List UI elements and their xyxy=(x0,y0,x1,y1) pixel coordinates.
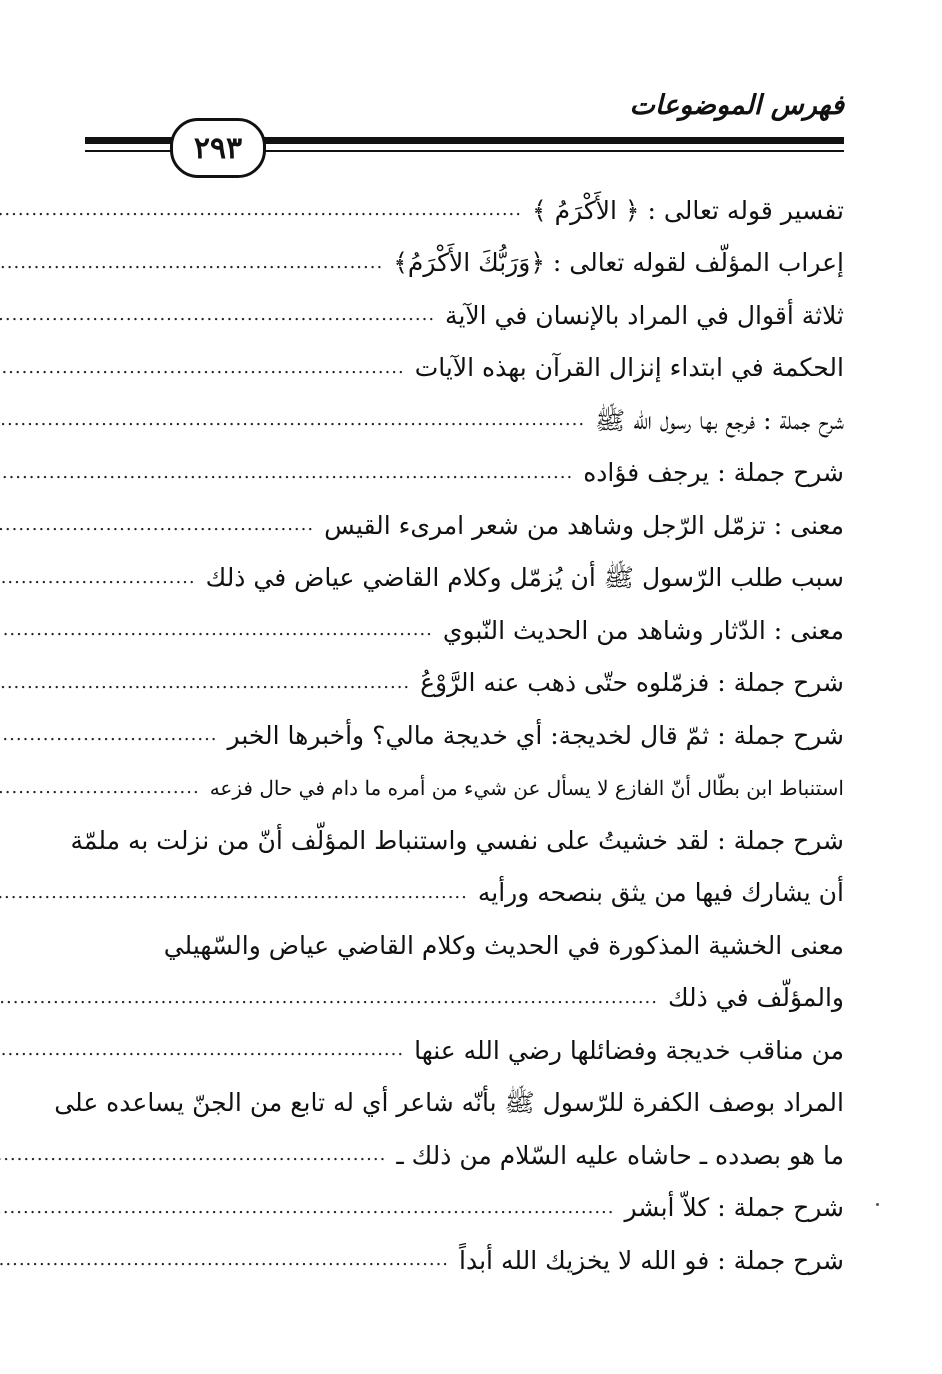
toc-leader-dots xyxy=(0,674,410,692)
toc-leader-dots xyxy=(0,1041,404,1059)
toc-leader-dots xyxy=(0,359,405,377)
toc-entry-title: معنى : الدّثار وشاهد من الحديث النّبوي xyxy=(442,615,844,645)
toc-entry xyxy=(92,342,844,395)
toc-entry-continued xyxy=(54,1077,844,1130)
page-number: ٢٩٣ xyxy=(193,130,243,166)
toc-entry-title: شرح جملة : كلاّ أبشر xyxy=(624,1193,844,1223)
toc-entry-title: شرح جملة : فزمّلوه حتّى ذهب عنه الرَّوْعُ xyxy=(420,668,844,698)
toc-entry xyxy=(92,1234,844,1287)
toc-entry xyxy=(92,762,844,815)
page-number-badge xyxy=(170,118,266,178)
toc-leader-dots xyxy=(0,201,522,219)
toc-entry xyxy=(92,499,844,552)
toc-leader-dots xyxy=(0,464,573,482)
toc-entry xyxy=(92,709,844,762)
toc-leader-dots xyxy=(0,306,435,324)
toc-leader-dots xyxy=(0,989,658,1007)
toc-entry-title: شرح جملة : ثمّ قال لخديجة: أي خديجة مالي؟ وأخبرها الخبر xyxy=(227,720,844,750)
toc-entry-title: شرح جملة : لقد خشيتُ على نفسي واستنباط المؤلّف أنّ من نزلت به ملمّة xyxy=(70,825,844,855)
toc-entry-title: والمؤلّف في ذلك xyxy=(667,983,844,1013)
toc-entry-title: الحكمة في ابتداء إنزال القرآن بهذه الآيات xyxy=(414,353,844,383)
toc-entry xyxy=(92,657,844,710)
toc-list xyxy=(54,184,844,1287)
toc-entry-title: معنى الخشية المذكورة في الحديث وكلام القاضي عياض والسّهيلي xyxy=(163,930,844,960)
toc-entry xyxy=(92,604,844,657)
toc-leader-dots xyxy=(0,621,433,639)
toc-entry xyxy=(92,552,844,605)
toc-entry-continued xyxy=(92,919,844,972)
toc-entry xyxy=(92,394,844,447)
toc-entry xyxy=(92,1129,844,1182)
toc-entry xyxy=(92,1182,844,1235)
toc-entry xyxy=(92,184,844,237)
toc-entry xyxy=(92,289,844,342)
toc-entry-title: شرح جملة : يرجف فؤاده xyxy=(583,458,844,488)
toc-leader-dots xyxy=(0,254,383,272)
toc-entry xyxy=(92,447,844,500)
toc-leader-dots xyxy=(0,726,218,744)
toc-entry-title: المراد بوصف الكفرة للرّسول ﷺ بأنّه شاعر أي له تابع من الجنّ يساعده على xyxy=(54,1088,844,1118)
toc-leader-dots xyxy=(0,411,585,429)
toc-entry-title: سبب طلب الرّسول ﷺ أن يُزمّل وكلام القاضي عياض في ذلك xyxy=(205,563,844,593)
toc-entry xyxy=(92,972,844,1025)
toc-entry-title: شرح جملة : فو الله لا يخزيك الله أبداً xyxy=(459,1245,844,1275)
toc-entry xyxy=(92,237,844,290)
toc-leader-dots xyxy=(0,1251,449,1269)
toc-entry-title: أن يشارك فيها من يثق بنصحه ورأيه xyxy=(477,878,844,908)
toc-entry xyxy=(92,867,844,920)
toc-leader-dots xyxy=(0,779,200,797)
toc-entry xyxy=(92,1024,844,1077)
toc-entry-continued xyxy=(70,814,844,867)
page-title: فهرس الموضوعات xyxy=(629,90,844,121)
toc-entry-title: ما هو بصدده ـ حاشاه عليه السّلام من ذلك ـ xyxy=(396,1140,844,1170)
toc-entry-title: تفسير قوله تعالى : ﴿ الأَكْرَمُ ﴾ xyxy=(532,195,844,225)
toc-entry-title: شرح جملة : فرجع بها رسول الله ﷺ xyxy=(595,405,844,435)
toc-entry-title: معنى : تزمّل الرّجل وشاهد من شعر امرىء القيس xyxy=(324,510,844,540)
toc-entry-title: من مناقب خديجة وفضائلها رضي الله عنها xyxy=(414,1035,844,1065)
toc-leader-dots xyxy=(0,1146,386,1164)
toc-leader-dots xyxy=(0,516,314,534)
toc-entry-title: استنباط ابن بطّال أنّ الفازع لا يسأل عن شيء من أمره ما دام في حال فزعه xyxy=(209,775,844,800)
toc-entry-title: ثلاثة أقوال في المراد بالإنسان في الآية xyxy=(445,300,844,330)
toc-leader-dots xyxy=(0,884,468,902)
toc-leader-dots xyxy=(0,569,196,587)
toc-entry-title: إعراب المؤلّف لقوله تعالى : ﴿وَرَبُّكَ الأَكْرَمُ﴾ xyxy=(393,248,844,278)
toc-leader-dots xyxy=(0,1199,615,1217)
margin-mark xyxy=(876,1203,879,1206)
